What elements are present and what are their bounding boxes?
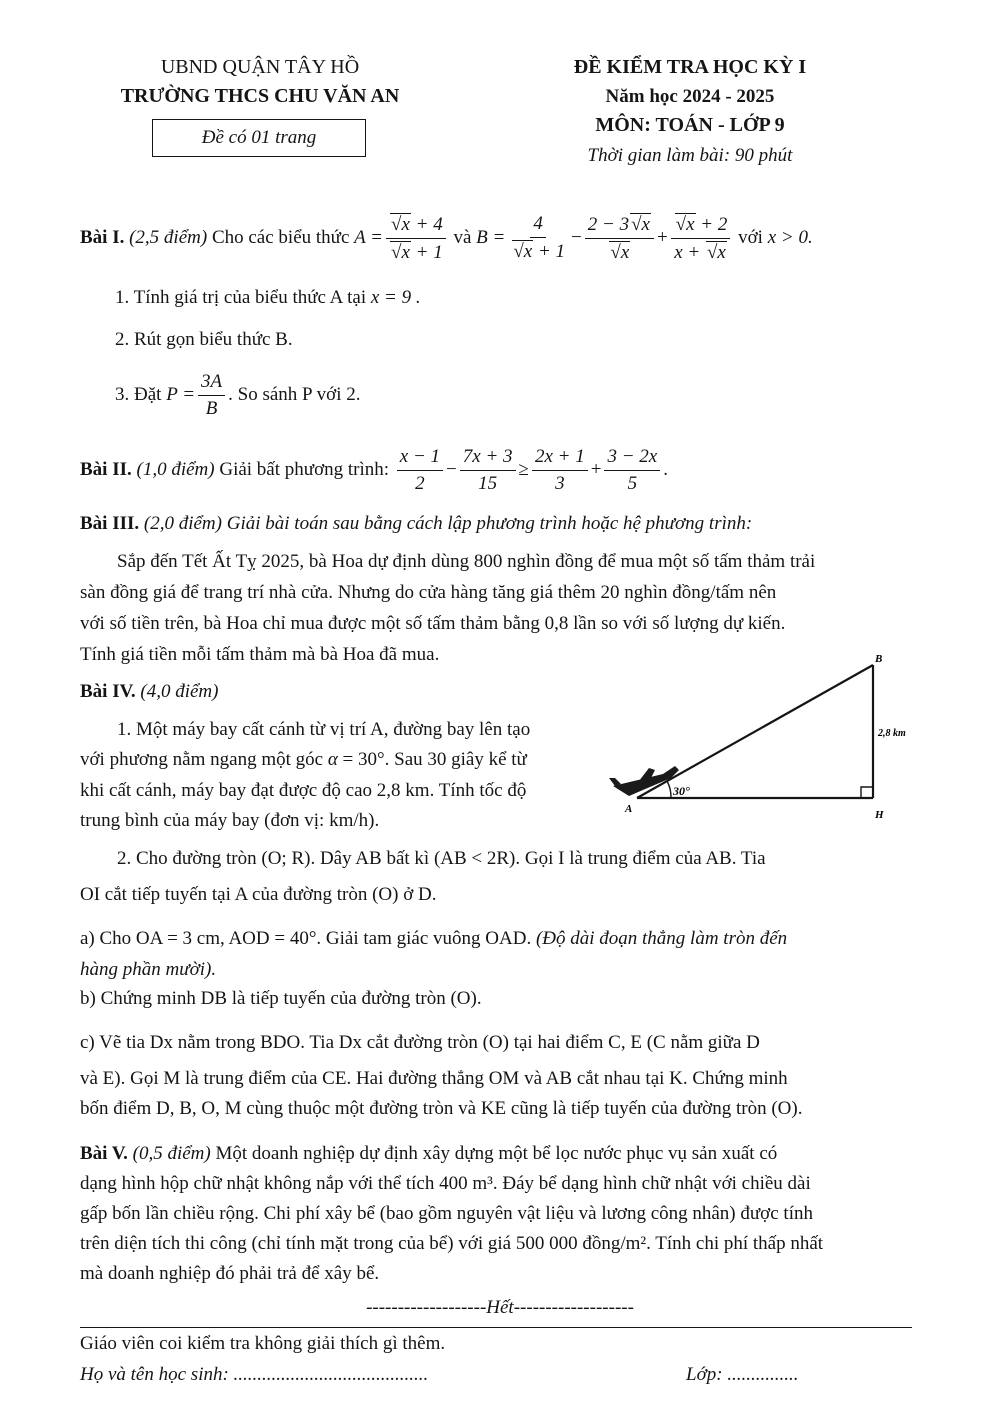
bai4-p1-time: . Sau 30 giây kể từ	[384, 749, 527, 770]
bai1-q1	[115, 287, 421, 309]
bai4-p2-line1: 2. Cho đường tròn (O; R). Dây AB bất kì (AB < 2R). Gọi I là trung điểm của AB. Tia	[117, 848, 766, 869]
bai3-line4: Tính giá tiền mỗi tấm thảm mà bà Hoa đã mua.	[80, 644, 440, 665]
bai1-intro: Cho các biểu thức	[211, 227, 350, 248]
angle-arc	[667, 781, 671, 798]
header-left-line1: UBND QUẬN TÂY HỒ	[160, 56, 360, 78]
footer-note: Giáo viên coi kiểm tra không giải thích gì thêm.	[80, 1333, 446, 1354]
frac-B3: √ $\frac{x + 2}{x + √ x}$	[671, 213, 731, 264]
ineq-frac2: $\frac{7x + 3}{15}$	[460, 446, 516, 495]
bai4-p1-line1: 1. Một máy bay cất cánh từ vị trí A, đường bay lên tạo	[117, 719, 531, 740]
airplane-triangle-figure	[605, 650, 925, 825]
bai4-b: b) Chứng minh DB là tiếp tuyến của đường tròn (O).	[80, 988, 482, 1009]
class-field: Lớp: ...............	[686, 1364, 799, 1385]
ineq-frac3: $\frac{2x + 1}{3}$	[532, 446, 588, 495]
bai1-q3: 3. Đặt P = $\frac{3A}{B}$ . So sánh P với 2.	[115, 370, 361, 419]
bai4-a-line2: hàng phần mười).	[80, 959, 217, 980]
angle-label: 30°	[673, 784, 690, 798]
bai5-line1	[80, 1143, 777, 1165]
bai4-a-line1	[80, 928, 787, 950]
bai4-p1-line3: khi cất cánh, máy bay đạt được độ cao 2,8 km. Tính tốc độ	[80, 780, 527, 801]
bai1-and: và	[453, 227, 472, 248]
bai3-points: (2,0 điểm)	[143, 513, 222, 534]
expr-A: A =	[354, 227, 383, 248]
exam-title: ĐỀ KIỂM TRA HỌC KỲ I	[573, 56, 807, 78]
bai5-text: Một doanh nghiệp dự định xây dựng một bể lọc nước phục vụ sản xuất có	[215, 1143, 778, 1164]
bai3-line3: với số tiền trên, bà Hoa chỉ mua được một số tấm thảm bằng 0,8 lần so với số lượng dự kiến.	[80, 613, 786, 634]
bai3-line1: Sắp đến Tết Ất Tỵ 2025, bà Hoa dự định dùng 800 nghìn đồng để mua một số tấm thảm trải	[117, 551, 816, 572]
bai4-points: (4,0 điểm)	[140, 681, 219, 702]
frac-B2: 2 − 3√ x √ x	[585, 213, 654, 264]
expr-B: B =	[476, 227, 506, 248]
label-A: A	[625, 803, 633, 815]
bai4-p1-line4: trung bình của máy bay (đơn vị: km/h).	[80, 810, 380, 831]
bai1-statement: Bài I. (2,5 điểm) Cho các biểu thức A = √ x + 4 √ x + 1 và B = 4 √ x + 1 − 2 − 3√ x √ x + √ $\frac{x + 2}{x + √ x}$ với x > 0.	[80, 208, 813, 268]
bai1-cond-text: với	[738, 227, 763, 248]
ineq-frac4: $\frac{3 - 2x}{5}$	[604, 446, 660, 495]
bai1-q3-compare: . So sánh P với 2.	[228, 384, 361, 405]
hypotenuse-AB	[637, 665, 873, 798]
frac-P: $\frac{3A}{B}$	[198, 371, 225, 420]
bai4-p2-line2: OI cắt tiếp tuyến tại A của đường tròn (O) ở D.	[80, 884, 437, 905]
ineq-frac1: $\frac{x - 1}{2}$	[397, 446, 443, 495]
bai5-line4: trên diện tích thi công (chỉ tính mặt trong của bể) với giá 500 000 đồng/m². Tính chi phí thấp nhất	[80, 1233, 824, 1254]
bai4-label: Bài IV.	[80, 681, 136, 702]
bai4-p1-angle-text: với phương nằm ngang một góc	[80, 749, 324, 770]
school-year: Năm học 2024 - 2025	[605, 86, 775, 107]
label-H: H	[875, 809, 884, 821]
bai1-label: Bài I.	[80, 227, 125, 248]
page-count-box: Đề có 01 trang	[152, 119, 366, 157]
bai2-label: Bài II.	[80, 459, 132, 480]
header-school-name: TRƯỜNG THCS CHU VĂN AN	[120, 85, 400, 107]
right-angle-mark	[861, 787, 873, 798]
subject: MÔN: TOÁN - LỚP 9	[595, 114, 785, 136]
bai4-a-text: a) Cho OA = 3 cm, AOD = 40°. Giải tam giác vuông OAD.	[80, 928, 532, 949]
bai3-heading	[80, 513, 752, 535]
frac-A: √ x + 4 √ x + 1	[386, 213, 446, 264]
bai2-points: (1,0 điểm)	[136, 459, 215, 480]
bai5-label: Bài V.	[80, 1143, 128, 1164]
bai4-c-line1: c) Vẽ tia Dx nằm trong BDO. Tia Dx cắt đường tròn (O) tại hai điểm C, E (C nằm giữa D	[80, 1032, 760, 1053]
bai4-p1-line2: với phương nằm ngang một góc α = 30°. Sau 30 giây kể từ	[80, 749, 527, 770]
student-name-field: Họ và tên học sinh: .........................................	[80, 1364, 429, 1385]
bai1-points: (2,5 điểm)	[129, 227, 208, 248]
bai5-line5: mà doanh nghiệp đó phải trả để xây bể.	[80, 1263, 380, 1284]
footer-divider	[80, 1327, 912, 1328]
bai2-text: Giải bất phương trình:	[219, 459, 390, 480]
bai1-q2: 2. Rút gọn biểu thức B.	[115, 329, 293, 350]
time-limit: Thời gian làm bài: 90 phút	[587, 145, 793, 166]
bai3-instruction: Giải bài toán sau bằng cách lập phương trình hoặc hệ phương trình:	[226, 513, 753, 534]
bai5-points: (0,5 điểm)	[132, 1143, 211, 1164]
bai3-line2: sàn đồng giá để trang trí nhà cửa. Nhưng do cửa hàng tăng giá thêm 20 nghìn đồng/tấm nên	[80, 582, 777, 603]
bai1-q3-text: 3. Đặt	[115, 384, 162, 405]
label-B: B	[875, 653, 883, 665]
bai1-q1-text: 1. Tính giá trị của biểu thức A tại	[115, 287, 367, 308]
bai1-q1-value: x = 9 .	[370, 287, 421, 308]
height-label: 2,8 km	[878, 728, 906, 739]
bai5-line3: gấp bốn lần chiều rộng. Chi phí xây bể (bao gồm nguyên vật liệu và lương công nhân) được tính	[80, 1203, 813, 1224]
bai4-c-line2: và E). Gọi M là trung điểm của CE. Hai đường thẳng OM và AB cắt nhau tại K. Chứng minh	[80, 1068, 788, 1089]
bai2-statement: Bài II. (1,0 điểm) Giải bất phương trình: $\frac{x - 1}{2}$ − $\frac{7x + 3}{15}$ ≥ $\frac{2x + 1}{3}$ + $\frac{3 - 2x}{5}$ .	[80, 445, 668, 494]
bai4-a-note: (Độ dài đoạn thẳng làm tròn đến	[535, 928, 788, 949]
end-marker: -------------------Hết-------------------	[366, 1297, 634, 1318]
bai4-heading	[80, 681, 218, 703]
bai3-label: Bài III.	[80, 513, 140, 534]
bai4-c-line3: bốn điểm D, B, O, M cùng thuộc một đường tròn và KE cũng là tiếp tuyến của đường tròn (O).	[80, 1098, 803, 1119]
bai1-cond: x > 0.	[767, 227, 813, 248]
frac-B1: 4 √ x + 1	[508, 213, 568, 263]
bai5-line2: dạng hình hộp chữ nhật không nắp với thể tích 400 m³. Đáy bể dạng hình chữ nhật với chiều dài	[80, 1173, 811, 1194]
